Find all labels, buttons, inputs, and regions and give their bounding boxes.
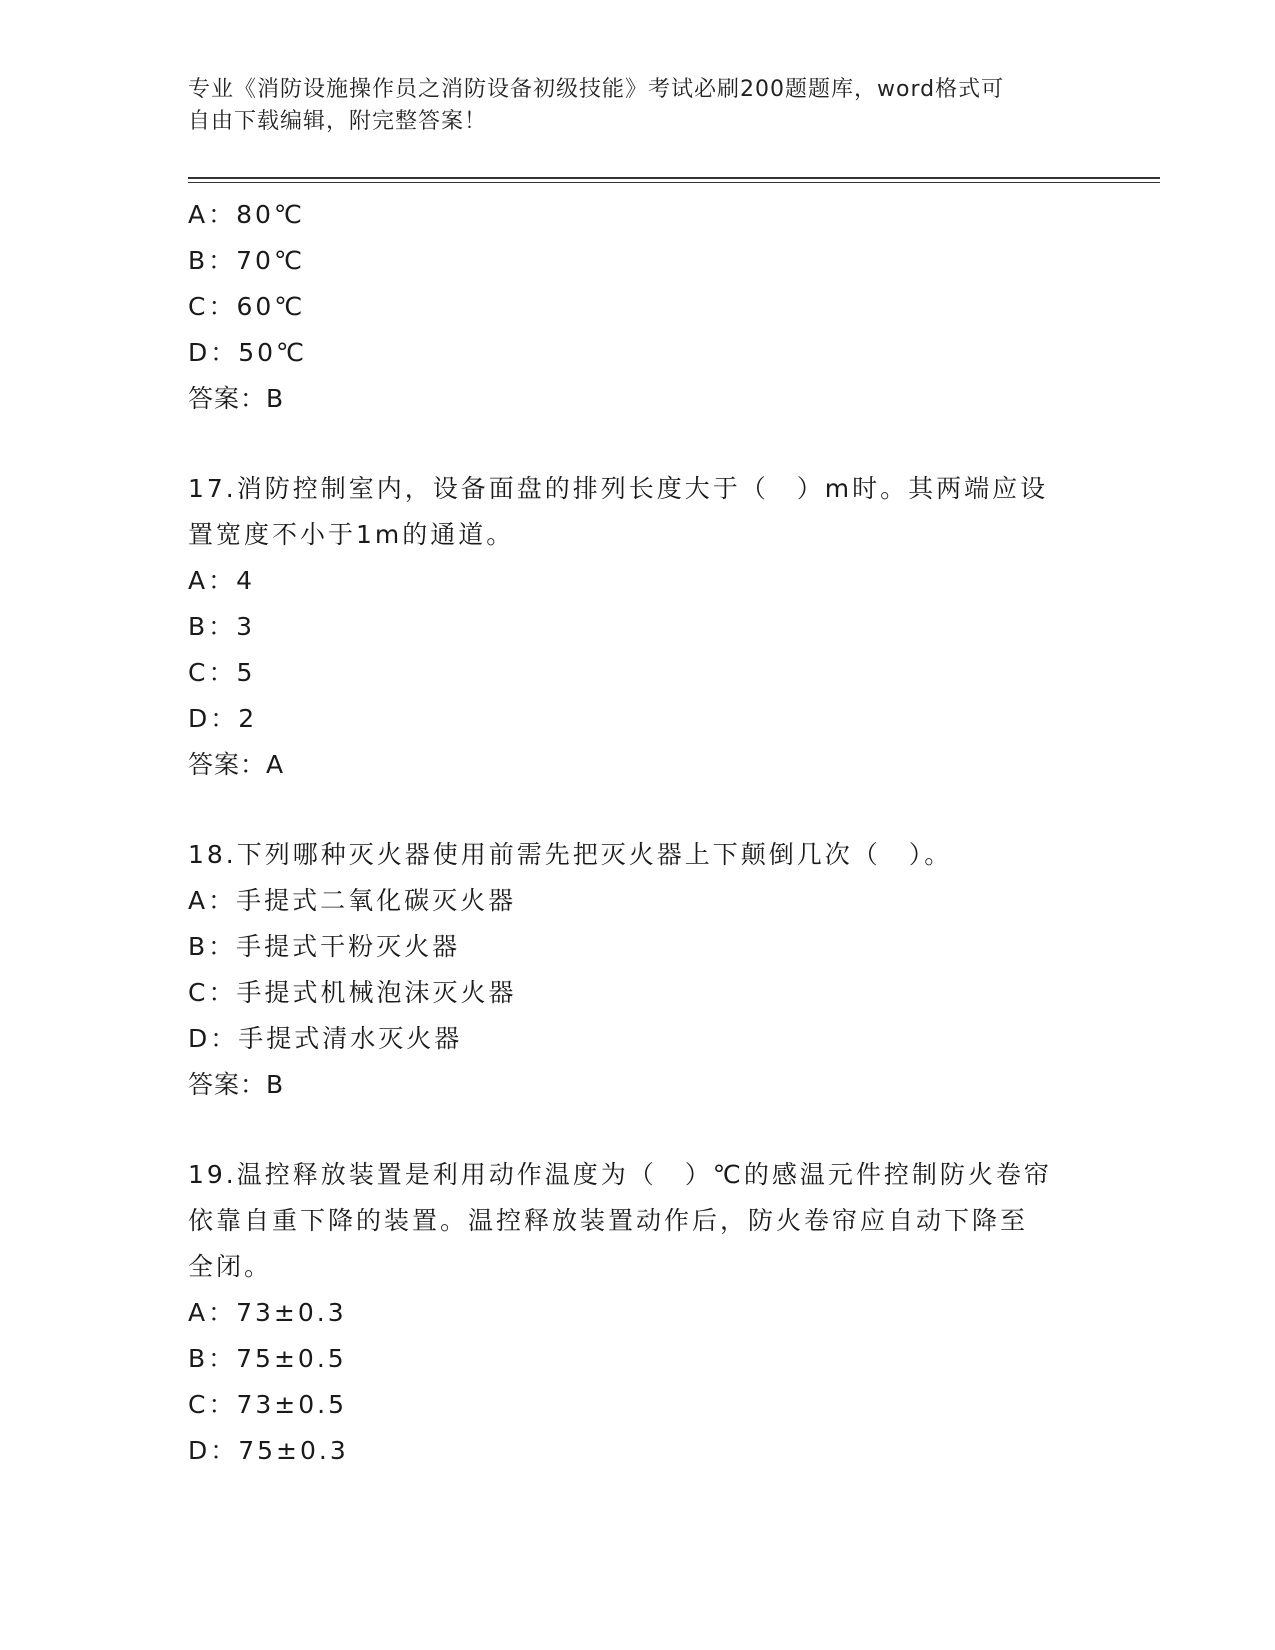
option-d: D：75±0.3 bbox=[188, 1436, 349, 1465]
option-d: D：2 bbox=[188, 704, 258, 733]
option-a: A：80℃ bbox=[188, 200, 305, 229]
option-d: D：50℃ bbox=[188, 338, 308, 367]
header-divider bbox=[188, 177, 1160, 183]
question-block-17 bbox=[188, 466, 1088, 788]
question-block-18 bbox=[188, 832, 1088, 1108]
option-b: B：手提式干粉灭火器 bbox=[188, 932, 461, 961]
header-line-2: 自由下载编辑，附完整答案！ bbox=[188, 109, 488, 134]
question-text-line-3: 全闭。 bbox=[188, 1252, 273, 1281]
option-b: B：3 bbox=[188, 612, 256, 641]
option-a: A：4 bbox=[188, 566, 256, 595]
question-text-line-1: 17.消防控制室内，设备面盘的排列长度大于（ ）m时。其两端应设 bbox=[188, 474, 1049, 503]
answer-label: 答案：B bbox=[188, 1070, 285, 1099]
question-text-line-2: 依靠自重下降的装置。温控释放装置动作后，防火卷帘应自动下降至 bbox=[188, 1206, 1029, 1235]
document-header bbox=[188, 74, 1068, 138]
question-list bbox=[188, 192, 1088, 1474]
option-c: C：手提式机械泡沫灭火器 bbox=[188, 978, 517, 1007]
question-text-line-2: 置宽度不小于1m的通道。 bbox=[188, 520, 515, 549]
option-d: D：手提式清水灭火器 bbox=[188, 1024, 463, 1053]
answer-label: 答案：B bbox=[188, 384, 285, 413]
option-b: B：75±0.5 bbox=[188, 1344, 347, 1373]
answer-label: 答案：A bbox=[188, 750, 285, 779]
option-a: A：手提式二氧化碳灭火器 bbox=[188, 886, 517, 915]
option-a: A：73±0.3 bbox=[188, 1298, 347, 1327]
header-line-1: 专业《消防设施操作员之消防设备初级技能》考试必刷200题题库，word格式可 bbox=[188, 77, 1005, 102]
question-block-16 bbox=[188, 192, 1088, 422]
question-block-19 bbox=[188, 1152, 1088, 1474]
option-c: C：73±0.5 bbox=[188, 1390, 347, 1419]
question-text-line-1: 19.温控释放装置是利用动作温度为（ ）℃的感温元件控制防火卷帘 bbox=[188, 1160, 1052, 1189]
option-c: C：5 bbox=[188, 658, 256, 687]
question-text-line-1: 18.下列哪种灭火器使用前需先把灭火器上下颠倒几次（ ）。 bbox=[188, 840, 953, 869]
option-b: B：70℃ bbox=[188, 246, 306, 275]
option-c: C：60℃ bbox=[188, 292, 306, 321]
